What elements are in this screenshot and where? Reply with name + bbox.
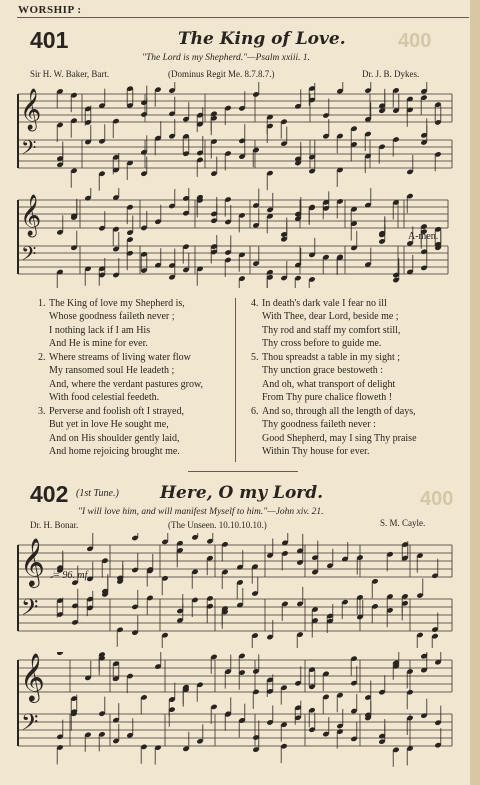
author: Dr. H. Bonar. (30, 520, 79, 530)
bass-clef-icon: 𝄢 (21, 595, 39, 626)
verse-1: 1. The King of love my Shepherd is, Whose goodness faileth never ; I nothing lack if I am His And He is mine for ever. (38, 298, 185, 349)
hymn-title: The King of Love. (178, 29, 346, 49)
bleed-through-number: 400 (398, 30, 432, 52)
tune-name: (Dominus Regit Me. 8.7.8.7.) (168, 69, 275, 79)
hymn-number: 402 (30, 481, 69, 507)
amen-lyric: A-men. (408, 231, 439, 242)
verse-divider (235, 298, 236, 462)
bass-clef-icon: 𝄢 (21, 136, 37, 164)
header-rule (17, 17, 469, 18)
verse-5: 5. Thou spreadst a table in my sight ; Thy unction grace bestoweth : And oh, what transport of delight From Thy pure chalice floweth ! (251, 352, 401, 403)
scripture-reference: "The Lord is my Shepherd."—Psalm xxiii. 1. (142, 53, 310, 63)
section-heading: WORSHIP : (18, 4, 82, 16)
verse-4: 4. In death's dark vale I fear no ill With Thee, dear Lord, beside me ; Thy rod and staff my comfort still, Thy cross before to guide me. (251, 298, 401, 349)
tempo-marking: 𝅗𝅥= 96. mf (50, 570, 88, 581)
treble-clef-icon: 𝄞 (20, 537, 45, 586)
music-system-4 (0, 652, 480, 777)
music-system-3 (0, 533, 480, 648)
bass-clef-icon: 𝄢 (21, 242, 37, 270)
bass-clef-icon: 𝄢 (21, 710, 39, 741)
hymn-number: 401 (30, 27, 69, 53)
bleed-through-number: 400 (420, 488, 454, 510)
hymn-title: Here, O my Lord. (160, 483, 324, 503)
verse-3: 3. Perverse and foolish oft I strayed, But yet in love He sought me, And on His shoulder gently laid, And home rejoicing brought me. (38, 406, 184, 457)
tune-note: (1st Tune.) (76, 488, 119, 499)
music-system-1 (0, 82, 480, 192)
composer: S. M. Cayle. (380, 518, 426, 528)
composer: Dr. J. B. Dykes. (362, 69, 420, 79)
verse-6: 6. And so, through all the length of days, Thy goodness faileth never : Good Shepherd, may I sing Thy praise Within Thy house for ever. (251, 406, 417, 457)
verse-2: 2. Where streams of living water flow My ransomed soul He leadeth ; And, where the verdant pastures grow, With food celestial feedeth. (38, 352, 204, 403)
treble-clef-icon: 𝄞 (20, 652, 45, 701)
treble-clef-icon: 𝄞 (20, 89, 42, 130)
tune-name: (The Unseen. 10.10.10.10.) (168, 520, 267, 530)
half-note-icon: 𝅗𝅥 (50, 570, 54, 581)
treble-clef-icon: 𝄞 (20, 195, 42, 236)
hymn-separator (188, 471, 298, 472)
scripture-reference: "I will love him, and will manifest Myself to him."—John xiv. 21. (78, 507, 324, 517)
author: Sir H. W. Baker, Bart. (30, 69, 110, 79)
